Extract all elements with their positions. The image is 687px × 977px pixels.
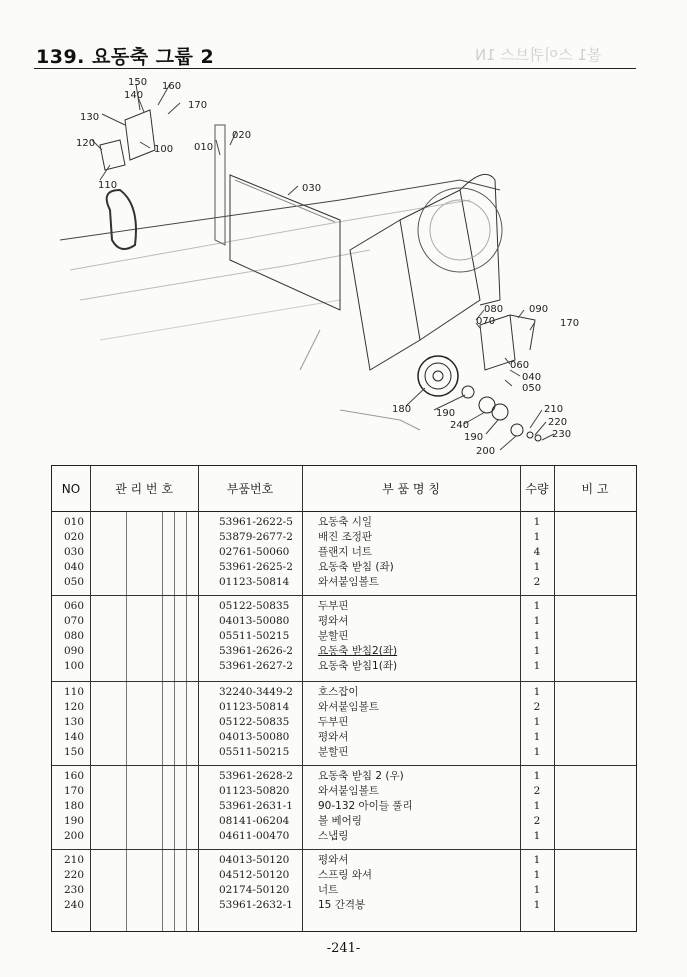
callout-140: 140 — [124, 90, 144, 101]
cell-qty: 1 — [533, 630, 541, 642]
cell-name: 평와셔 — [318, 731, 349, 743]
cell-no: 130 — [64, 716, 85, 728]
callout-130: 130 — [80, 112, 100, 123]
cell-name: 요동축 받침 (좌) — [318, 561, 394, 573]
table-row — [52, 829, 636, 844]
cell-name: 두부핀 — [318, 600, 349, 612]
cell-qty: 1 — [533, 531, 541, 543]
exploded-parts-diagram — [40, 70, 640, 460]
cell-part-no: 53961-2632-1 — [219, 899, 293, 911]
cell-qty: 1 — [533, 645, 541, 657]
callout-170-right: 170 — [560, 318, 580, 329]
header-remark: 비 고 — [581, 482, 609, 496]
cell-no: 160 — [64, 770, 85, 782]
callout-200: 200 — [476, 446, 496, 457]
table-row — [52, 515, 636, 530]
table-row — [52, 545, 636, 560]
callout-060: 060 — [510, 360, 530, 371]
cell-part-no: 32240-3449-2 — [219, 686, 293, 698]
cell-qty: 1 — [533, 716, 541, 728]
callout-240: 240 — [450, 420, 470, 431]
callout-070: 070 — [476, 316, 496, 327]
parts-table — [51, 465, 637, 932]
bleed-through-header: 볼1 스이퀴브스 1N — [475, 46, 602, 64]
table-group — [52, 766, 636, 850]
cell-qty: 1 — [533, 869, 541, 881]
cell-qty: 1 — [533, 899, 541, 911]
cell-name: 15 간격봉 — [318, 899, 366, 911]
table-group — [52, 596, 636, 682]
cell-qty: 1 — [533, 884, 541, 896]
cell-name: 요동축 받침1(좌) — [318, 660, 398, 672]
cell-part-no: 04013-50120 — [219, 854, 290, 866]
cell-name: 두부핀 — [318, 716, 349, 728]
callout-010: 010 — [194, 142, 214, 153]
cell-part-no: 08141-06204 — [219, 815, 290, 827]
callout-110: 110 — [98, 180, 118, 191]
header-mgmt-no: 관 리 번 호 — [115, 482, 173, 496]
cell-part-no: 53879-2677-2 — [219, 531, 293, 543]
cell-no: 110 — [64, 686, 85, 698]
cell-no: 150 — [64, 746, 85, 758]
cell-name: 와셔붙임볼트 — [318, 785, 379, 797]
cell-part-no: 05122-50835 — [219, 716, 290, 728]
table-row — [52, 799, 636, 814]
cell-no: 120 — [64, 701, 85, 713]
callout-100: 100 — [154, 144, 174, 155]
cell-part-no: 53961-2631-1 — [219, 800, 293, 812]
cell-name: 너트 — [318, 884, 339, 896]
cell-no: 200 — [64, 830, 85, 842]
cell-no: 180 — [64, 800, 85, 812]
cell-part-no: 53961-2628-2 — [219, 770, 293, 782]
callout-180: 180 — [392, 404, 412, 415]
cell-no: 210 — [64, 854, 85, 866]
cell-part-no: 53961-2627-2 — [219, 660, 293, 672]
table-row — [52, 685, 636, 700]
callout-090: 090 — [529, 304, 549, 315]
cell-qty: 1 — [533, 561, 541, 573]
callout-170: 170 — [188, 100, 208, 111]
callout-230: 230 — [552, 429, 572, 440]
table-row — [52, 575, 636, 590]
table-row — [52, 745, 636, 760]
cell-part-no: 02761-50060 — [219, 546, 290, 558]
header-part-name: 부 품 명 칭 — [382, 482, 440, 496]
table-row — [52, 898, 636, 913]
callout-050: 050 — [522, 383, 542, 394]
table-row — [52, 599, 636, 614]
cell-no: 080 — [64, 630, 85, 642]
cell-no: 040 — [64, 561, 85, 573]
cell-part-no: 01123-50820 — [219, 785, 290, 797]
cell-no: 190 — [64, 815, 85, 827]
table-group — [52, 512, 636, 596]
header-qty: 수량 — [525, 482, 549, 496]
cell-name: 와셔붙임볼트 — [318, 701, 379, 713]
cell-no: 140 — [64, 731, 85, 743]
table-row — [52, 868, 636, 883]
title-divider — [34, 68, 636, 69]
cell-part-no: 53961-2626-2 — [219, 645, 293, 657]
cell-qty: 1 — [533, 746, 541, 758]
callout-210: 210 — [544, 404, 564, 415]
cell-name: 분할핀 — [318, 630, 349, 642]
cell-name: 요동축 시일 — [318, 516, 373, 528]
cell-no: 010 — [64, 516, 85, 528]
cell-name: 스프링 와셔 — [318, 869, 373, 881]
cell-no: 240 — [64, 899, 85, 911]
table-row — [52, 629, 636, 644]
cell-part-no: 04512-50120 — [219, 869, 290, 881]
table-row — [52, 883, 636, 898]
cell-no: 030 — [64, 546, 85, 558]
callout-040: 040 — [522, 372, 542, 383]
header-no: NO — [61, 482, 81, 496]
cell-part-no: 05511-50215 — [219, 630, 290, 642]
callout-030: 030 — [302, 183, 322, 194]
cell-name: 스냅링 — [318, 830, 349, 842]
callout-120: 120 — [76, 138, 96, 149]
table-row — [52, 700, 636, 715]
cell-name: 배진 조정판 — [318, 531, 373, 543]
cell-part-no: 01123-50814 — [219, 701, 290, 713]
page-title: 139. 요동축 그룹 2 — [36, 46, 215, 68]
cell-no: 020 — [64, 531, 85, 543]
cell-no: 170 — [64, 785, 85, 797]
cell-no: 220 — [64, 869, 85, 881]
cell-qty: 2 — [533, 701, 541, 713]
table-row — [52, 614, 636, 629]
cell-name: 요동축 받침 2 (우) — [318, 770, 404, 782]
cell-qty: 1 — [533, 686, 541, 698]
cell-part-no: 05511-50215 — [219, 746, 290, 758]
cell-name: 평와셔 — [318, 615, 349, 627]
callout-080: 080 — [484, 304, 504, 315]
cell-qty: 2 — [533, 576, 541, 588]
cell-name: 90-132 아이들 풀리 — [318, 800, 413, 812]
table-row — [52, 784, 636, 799]
header-part-no: 부품번호 — [226, 482, 274, 496]
diagram-drawing — [40, 70, 640, 460]
cell-no: 090 — [64, 645, 85, 657]
cell-part-no: 05122-50835 — [219, 600, 290, 612]
cell-name: 요동축 받침2(좌) — [318, 645, 398, 657]
cell-qty: 1 — [533, 731, 541, 743]
callout-150: 150 — [128, 77, 148, 88]
table-row — [52, 530, 636, 545]
table-header — [52, 466, 636, 512]
cell-part-no: 04013-50080 — [219, 615, 290, 627]
table-group — [52, 682, 636, 766]
cell-name: 분할핀 — [318, 746, 349, 758]
cell-qty: 1 — [533, 770, 541, 782]
cell-name: 평와셔 — [318, 854, 349, 866]
cell-qty: 1 — [533, 830, 541, 842]
cell-qty: 1 — [533, 660, 541, 672]
table-row — [52, 814, 636, 829]
table-row — [52, 769, 636, 784]
table-row — [52, 853, 636, 868]
table-row — [52, 715, 636, 730]
cell-no: 100 — [64, 660, 85, 672]
table-row — [52, 644, 636, 659]
callout-190: 190 — [436, 408, 456, 419]
cell-part-no: 04611-00470 — [219, 830, 290, 842]
callout-220: 220 — [548, 417, 568, 428]
cell-no: 070 — [64, 615, 85, 627]
table-row — [52, 730, 636, 745]
cell-qty: 1 — [533, 854, 541, 866]
cell-qty: 1 — [533, 800, 541, 812]
cell-no: 050 — [64, 576, 85, 588]
cell-qty: 4 — [533, 546, 541, 558]
cell-part-no: 53961-2622-5 — [219, 516, 293, 528]
table-row — [52, 659, 636, 674]
cell-qty: 1 — [533, 516, 541, 528]
cell-part-no: 04013-50080 — [219, 731, 290, 743]
cell-name: 볼 베어링 — [318, 815, 362, 827]
cell-qty: 1 — [533, 600, 541, 612]
callout-020: 020 — [232, 130, 252, 141]
table-group — [52, 850, 636, 931]
cell-part-no: 53961-2625-2 — [219, 561, 293, 573]
cell-name: 플랜지 너트 — [318, 546, 373, 558]
page-number: -241- — [326, 941, 361, 956]
cell-qty: 2 — [533, 785, 541, 797]
cell-no: 230 — [64, 884, 85, 896]
table-row — [52, 560, 636, 575]
cell-qty: 1 — [533, 615, 541, 627]
cell-qty: 2 — [533, 815, 541, 827]
callout-160: 160 — [162, 81, 182, 92]
cell-name: 호스잡이 — [318, 686, 359, 698]
cell-part-no: 02174-50120 — [219, 884, 290, 896]
callout-190-lower: 190 — [464, 432, 484, 443]
cell-part-no: 01123-50814 — [219, 576, 290, 588]
cell-name: 와셔붙임볼트 — [318, 576, 379, 588]
cell-no: 060 — [64, 600, 85, 612]
